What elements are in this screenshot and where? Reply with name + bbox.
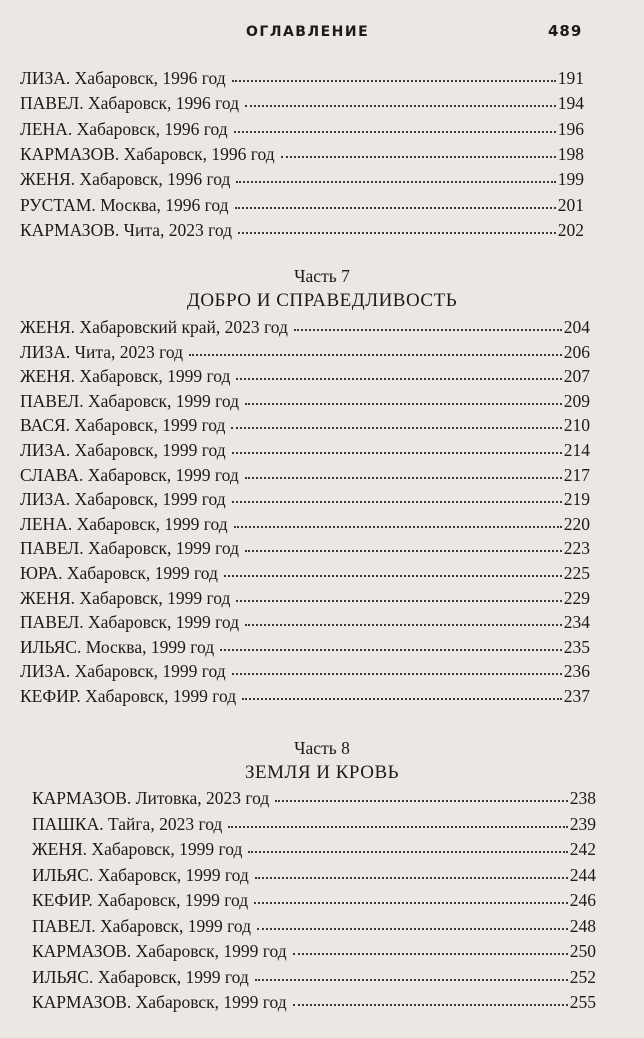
toc-entry-title: ЖЕНЯ. Хабаровск, 1999 год (32, 839, 243, 859)
toc-entry-page: 234 (563, 612, 590, 633)
toc-entry-title: ВАСЯ. Хабаровск, 1999 год (20, 415, 226, 436)
toc-entry (20, 487, 590, 511)
dot-leader (245, 91, 556, 107)
toc-entry-page: 198 (557, 143, 584, 164)
toc-entry-page: 204 (563, 317, 590, 337)
dot-leader (255, 965, 568, 981)
toc-entry (20, 512, 590, 536)
dot-leader (234, 512, 562, 528)
toc-entry-title: ИЛЬЯС. Хабаровск, 1999 год (32, 966, 249, 987)
toc-entry (32, 939, 596, 963)
toc-entry (20, 315, 590, 339)
toc-entry (20, 167, 584, 191)
dot-leader (236, 167, 555, 183)
toc-entry (20, 463, 590, 487)
toc-entry-page: 250 (569, 941, 596, 961)
toc-entry-page: 242 (569, 839, 596, 859)
dot-leader (293, 939, 568, 955)
toc-entry (20, 586, 590, 610)
toc-entry-page: 225 (563, 563, 590, 583)
toc-entry-page: 236 (563, 661, 590, 682)
toc-entry-page: 235 (563, 636, 590, 657)
dot-leader (293, 990, 568, 1006)
toc-entry-title: ПАВЕЛ. Хабаровск, 1999 год (20, 390, 240, 411)
toc-entry (32, 863, 596, 887)
toc-entry-title: ЖЕНЯ. Хабаровск, 1999 год (20, 587, 231, 608)
dot-leader (245, 536, 562, 552)
toc-entry-page: 194 (557, 93, 584, 114)
toc-entry (20, 142, 584, 166)
toc-entry-title: ЛИЗА. Хабаровск, 1999 год (20, 489, 226, 510)
dot-leader (228, 812, 567, 828)
toc-entry-title: ЛИЗА. Хабаровск, 1999 год (20, 661, 226, 682)
toc-entry-page: 244 (569, 864, 596, 885)
toc-entry-title: ИЛЬЯС. Хабаровск, 1999 год (32, 864, 249, 885)
toc-entry (20, 610, 590, 634)
toc-entry (20, 684, 590, 708)
dot-leader (294, 315, 562, 331)
toc-entry (20, 117, 584, 141)
dot-leader (254, 888, 568, 904)
toc-entry-page: 209 (563, 390, 590, 411)
toc-entry-page: 217 (563, 464, 590, 485)
toc-entry-title: ЮРА. Хабаровск, 1999 год (20, 563, 218, 583)
toc-entry-title: КЕФИР. Хабаровск, 1999 год (20, 686, 237, 706)
toc-entry-title: ЛИЗА. Хабаровск, 1996 год (20, 68, 226, 88)
toc-entry-page: 202 (557, 219, 584, 240)
toc-entry-title: КАРМАЗОВ. Хабаровск, 1996 год (20, 143, 275, 164)
toc-entry-title: ЖЕНЯ. Хабаровский край, 2023 год (20, 317, 288, 337)
dot-leader (281, 142, 556, 158)
dot-leader (235, 193, 556, 209)
toc-entry (32, 786, 596, 810)
part-8-title: ЗЕМЛЯ И КРОВЬ (244, 762, 400, 783)
toc-entry-page: 219 (563, 489, 590, 510)
dot-leader (189, 340, 562, 356)
dot-leader (236, 364, 561, 380)
dot-leader (232, 487, 562, 503)
toc-entry-title: ЖЕНЯ. Хабаровск, 1999 год (20, 366, 231, 387)
dot-leader (257, 914, 568, 930)
toc-entry (20, 536, 590, 560)
toc-entry-title: ПАВЕЛ. Хабаровск, 1999 год (20, 612, 240, 633)
dot-leader (245, 463, 562, 479)
toc-entry (20, 66, 584, 90)
toc-entry-page: 196 (557, 118, 584, 139)
toc-entry-title: КАРМАЗОВ. Хабаровск, 1999 год (32, 992, 287, 1012)
dot-leader (234, 117, 556, 133)
dot-leader (245, 610, 562, 626)
toc-entry (32, 837, 596, 861)
dot-leader (224, 561, 562, 577)
toc-entry-page: 252 (569, 966, 596, 987)
toc-entry-page: 191 (557, 68, 584, 88)
toc-entry (20, 91, 584, 115)
toc-entry-page: 207 (563, 366, 590, 387)
toc-entry-title: КАРМАЗОВ. Хабаровск, 1999 год (32, 941, 287, 961)
toc-entry-page: 206 (563, 341, 590, 362)
toc-entry-title: ЛЕНА. Хабаровск, 1999 год (20, 513, 228, 534)
dot-leader (232, 66, 556, 82)
toc-entry-title: ЛИЗА. Хабаровск, 1999 год (20, 440, 226, 460)
toc-entry (32, 965, 596, 989)
toc-entry (20, 635, 590, 659)
toc-entry (20, 193, 584, 217)
toc-entry (20, 218, 584, 242)
dot-leader (236, 586, 561, 602)
part-7-title: ДОБРО И СПРАВЕДЛИВОСТЬ (186, 290, 458, 311)
dot-leader (245, 389, 562, 405)
dot-leader (220, 635, 562, 651)
toc-entry-page: 214 (563, 440, 590, 460)
toc-entry-page: 229 (563, 587, 590, 608)
toc-entry-page: 201 (557, 194, 584, 215)
dot-leader (255, 863, 568, 879)
toc-entry (20, 413, 590, 437)
toc-entry-title: ПАВЕЛ. Хабаровск, 1996 год (20, 93, 240, 114)
toc-entry-page: 255 (569, 992, 596, 1012)
toc-entry-title: РУСТАМ. Москва, 1996 год (20, 194, 229, 215)
toc-entry (32, 888, 596, 912)
toc-entry-title: ПАШКА. Тайга, 2023 год (32, 813, 223, 834)
toc-entry-page: 199 (557, 169, 584, 190)
dot-leader (242, 684, 562, 700)
toc-entry-page: 248 (569, 915, 596, 936)
toc-entry-title: ПАВЕЛ. Хабаровск, 1999 год (20, 538, 240, 559)
toc-entry-page: 238 (569, 788, 596, 808)
dot-leader (232, 659, 562, 675)
toc-entry-page: 246 (569, 890, 596, 910)
dot-leader (248, 837, 567, 853)
running-title: ОГЛАВЛЕНИЕ (246, 24, 370, 40)
toc-entry-title: КЕФИР. Хабаровск, 1999 год (32, 890, 249, 910)
toc-entry (20, 364, 590, 388)
page-number: 489 (548, 22, 583, 40)
toc-entry (20, 389, 590, 413)
toc-entry-title: КАРМАЗОВ. Литовка, 2023 год (32, 788, 270, 808)
toc-entry (20, 438, 590, 462)
dot-leader (238, 218, 556, 234)
toc-entry-title: ЛИЗА. Чита, 2023 год (20, 341, 184, 362)
toc-entry-page: 223 (563, 538, 590, 559)
toc-entry-title: ПАВЕЛ. Хабаровск, 1999 год (32, 915, 252, 936)
toc-entry-title: ЛЕНА. Хабаровск, 1996 год (20, 118, 228, 139)
toc-entry-title: ЖЕНЯ. Хабаровск, 1996 год (20, 169, 231, 190)
toc-entry (32, 812, 596, 836)
toc-entry (20, 561, 590, 585)
toc-entry (32, 914, 596, 938)
dot-leader (231, 413, 561, 429)
toc-entry-page: 237 (563, 686, 590, 706)
toc-entry-title: ИЛЬЯС. Москва, 1999 год (20, 636, 215, 657)
toc-entry-title: КАРМАЗОВ. Чита, 2023 год (20, 219, 233, 240)
part-7-label: Часть 7 (294, 266, 350, 286)
toc-entry-title: СЛАВА. Хабаровск, 1999 год (20, 464, 239, 485)
part-8-label: Часть 8 (294, 738, 350, 758)
toc-entry (20, 659, 590, 683)
dot-leader (275, 786, 567, 802)
dot-leader (232, 438, 562, 454)
toc-entry-page: 220 (563, 513, 590, 534)
toc-entry (20, 340, 590, 364)
toc-entry (32, 990, 596, 1014)
toc-entry-page: 239 (569, 813, 596, 834)
toc-entry-page: 210 (563, 415, 590, 436)
